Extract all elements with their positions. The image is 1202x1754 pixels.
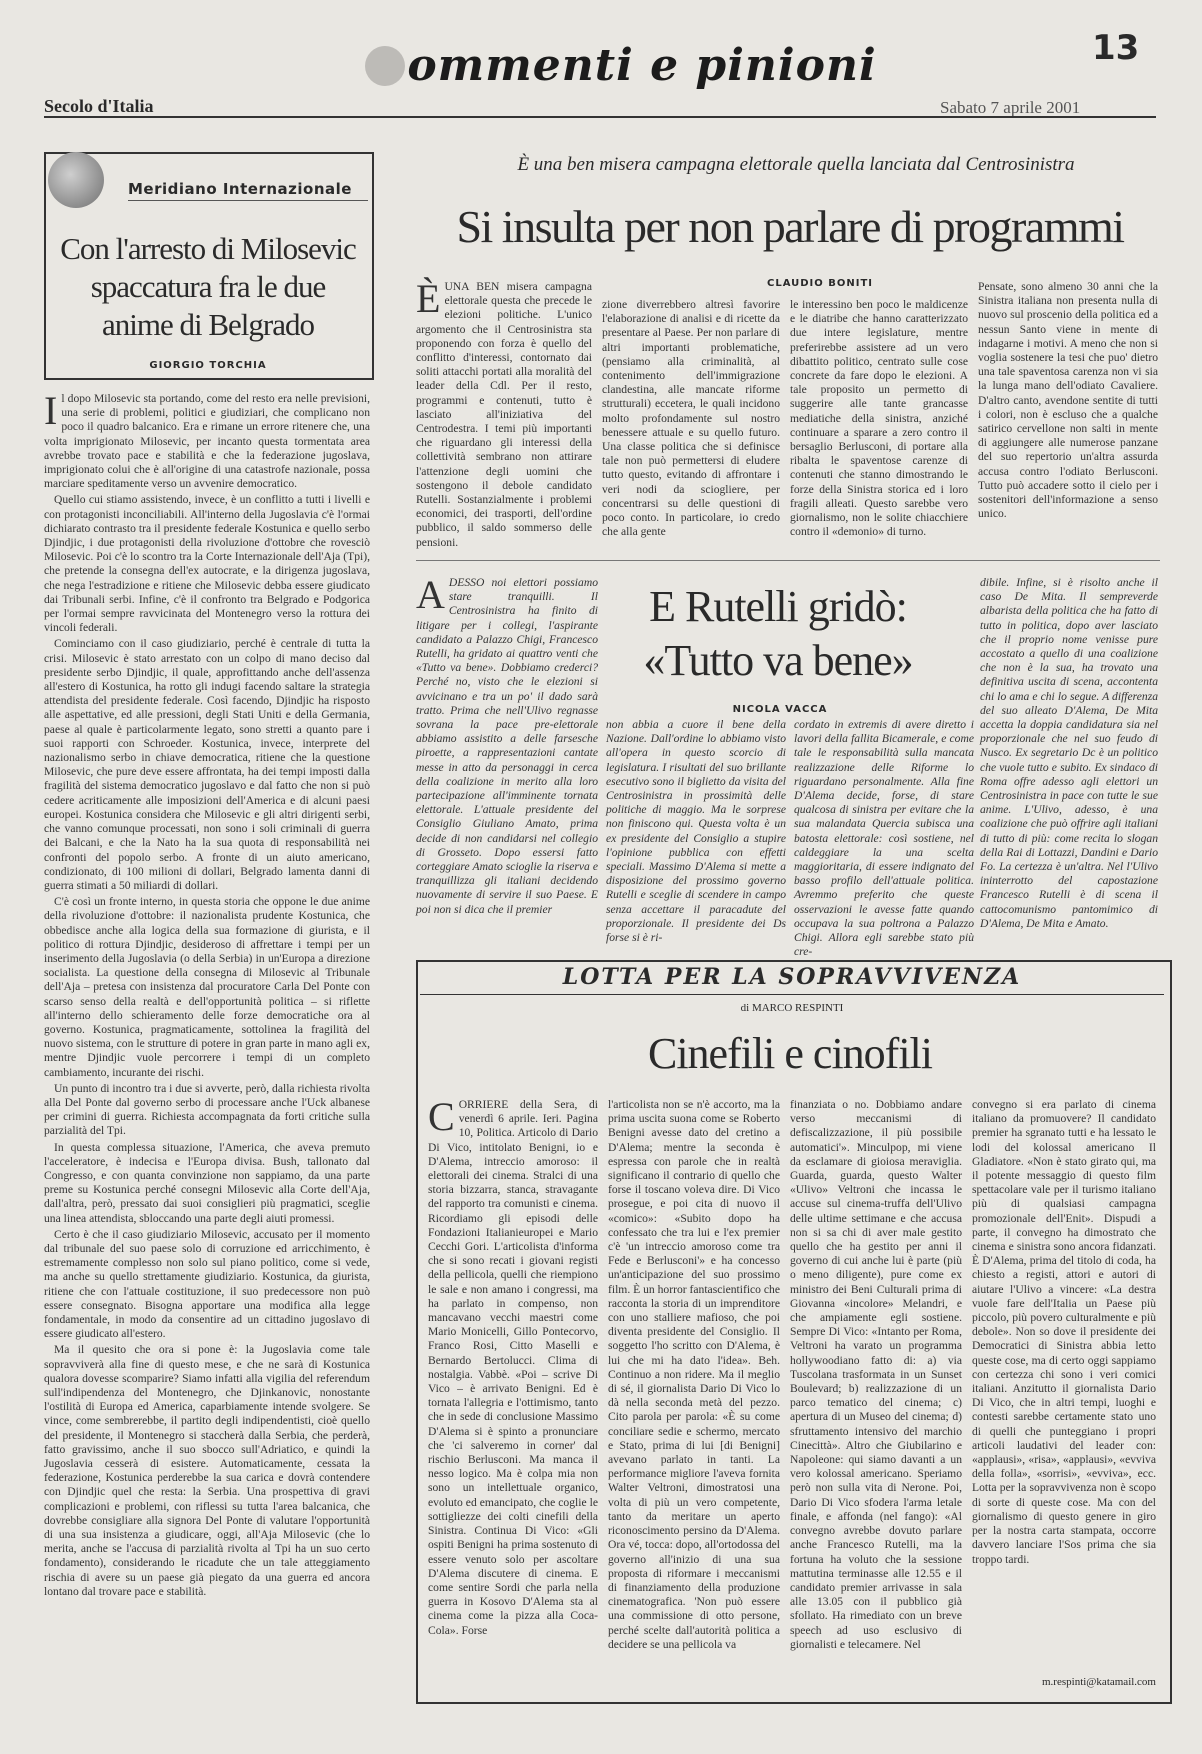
main-article-dropcap: È [416, 276, 441, 321]
main-article-column-4 [978, 280, 1158, 548]
headline-line-2: «Tutto va bene» [643, 636, 913, 685]
rutelli-article-column-3 [794, 718, 974, 959]
box-rubric-rule [420, 994, 1164, 995]
paragraph: finanziata o no. Dobbiamo andare verso meccanismi di defiscalizzazione, il più possibile automatici'». Minculpop, mi viene da esclamare di gioiosa meraviglia. Guarda, guarda, questo Walter «Ulivo» Veltroni che incassa le accuse sul cinema-truffa dell'Ulivo delle ultime settimane e che accusa non si sa chi di aver male gestito quello che ha gestito per anni il governo di cui anche lui è parte (più o meno diligente), pure come ex ministro dei Beni Culturali prima di Giovanna «incolore» Melandri, e che ampiamente egli sostiene. Sempre Di Vico: «Intanto per Roma, Veltroni ha varato un programma hollywoodiano fatto di: a) via Tuscolana trasformata in un Sunset Boulevard; b) realizzazione di un parco tematico del cinema; c) apertura di un Museo del cinema; d) sfruttamento intensivo del marchio Cinecittà». Altro che Giubilarino e Napoleone: qui siamo davanti a un vero kolossal americano. Speriamo però non sulla vita di Nerone. Poi, Dario Di Vico sfodera l'arma letale finale, e affonda (nel fango): «Al convegno avrebbe dovuto parlare anche Francesco Rutelli, ma la fortuna ha voluto che la sessione mattutina terminasse alle 12.55 e il candidato premier arrivasse in sala alle 13.05 con il pubblico già sfollato. Ha rimediato con un breve speech ad uso esclusivo di giornalisti e telecamere. Nel [790, 1098, 962, 1651]
paragraph: cordato in extremis di avere diretto i lavori della fallita Bicamerale, e come tale le responsabilità sulla mancata realizzazione delle Riforme lo riguardano personalmente. Alla fine D'Alema decide, forse, di stare qualcosa di sinistra per evitare che la sua malandata Quercia subisca una batosta elettorale: così sostiene, nel caldeggiare la una scelta maggioritaria, di essere indignato del basso profilo dell'attuale politica. Avremmo preferito che queste osservazioni le avesse fatte quando occupava la sua poltrona a Palazzo Chigi. Allora egli sarebbe stato più cre- [794, 718, 974, 959]
paragraph: UNA BEN misera campagna elettorale questa che precede le elezioni politiche. L'unico argomento che il Centrosinistra sta proponendo con forza è quello del conflitto d'interessi, contornato dai soliti attacchi portati alla moralità del leader della Cdl. Per il resto, programmi e contenuti, tutto è lasciato all'iniziativa del Centrodestra. I temi più importanti che riguardano gli interessi della collettività sembrano non attirare l'attenzione degli uomini che sostengono il debole candidato Rutelli. Sostanzialmente i problemi economici, dei trasporti, dell'ordine pubblico, il saldo sommerso delle pensioni. [416, 280, 592, 549]
globe-icon [48, 152, 104, 208]
paragraph: C'è così un fronte interno, in questa storia che oppone le due anime della rivoluzione d'ottobre: il nazionalista prudente Kostunica, che obbedisce anche alla logica della sua formazione di giurista, e il politico di rottura Djindjic, desideroso di affrettare i tempi per un inserimento della Jugoslavia (o della Serbia) in un'Europa a direzione socialista. La questione della consegna di Milosevic al Tribunale dell'Aja – pretesa con insistenza dal procuratore Carla Del Ponte con scarso senso della realtà e dell'opportunità politica – si riflette all'interno dello schieramento delle forze democratiche ora al governo. Kostunica, pragmaticamente, sottolinea la fragilità del nuovo sistema, con le strutture di potere in gran parte in mano agli ex, mentre Djindjic vuole percorrere i tempi di un completo cambiamento, incurante dei rischi. [44, 895, 370, 1079]
rubric-divider [128, 200, 368, 201]
box-article-column-3 [790, 1098, 962, 1688]
paragraph: In questa complessa situazione, l'America, che aveva premuto l'acceleratore, è indecisa e l'Europa divisa. Bush, tallonato dal Congresso, e con quanta convinzione non sappiamo, da una parte preme su Kostunica perché consegni Milosevic alla Corte dell'Aja, dall'altra, però, pressato dai suoi consiglieri più pragmatici, sceglie una linea attendista, sbloccando una parte degli aiuti promessi. [44, 1140, 370, 1225]
box-article-column-1 [428, 1094, 598, 1688]
headline-line-1: E Rutelli gridò: [649, 582, 907, 631]
paragraph: ORRIERE della Sera, di venerdì 6 aprile. Ieri. Pagina 10, Politica. Articolo di Dario Di Vico, intitolato Benigni, io e D'Alema, intreccio amoroso: il elettorali dei cinema. Stralci di una storia bizzarra, stanca, stravagante del rapporto tra comunisti e cinema. Ricordiamo gli episodi delle Fondazioni Italianieuropei e Mario Cecchi Gori. L'articolista d'informa che si sono recati i giovani registi della pellicola, quelli che riempiono le sale e non amano i congressi, ma ha parlato in compenso, non mancavano vecchi maestri come Mario Monicelli, Gillo Pontecorvo, Franco Rosi, Citto Maselli e Bernardo Bertolucci. Clima di nostalgia. Vabbè. «Poi – scrive Di Vico – è arrivato Benigni. Ed è tornata l'allegria e l'ottimismo, tanto che in sede di conclusione Massimo D'Alema si è spinto a pronunciare che 'ci salveremo in corner' dal rischio Berlusconi. Ma manca il nesso logico. Ma è colpa mia non sono un intellettuale organico, evoluto ed emancipato, che coglie le sottigliezze dei colti cinefili della Sinistra. Continua Di Vico: «Gli ospiti Benigni ha prima sostenuto di essere venuto solo per ascoltare D'Alema discutere di cinema. E come sentire Sordi che parla nella guerra in Kosovo D'Alema sta al cinema come la pizza alla Coca-Cola». Forse [428, 1098, 598, 1637]
paragraph: Cominciamo con il caso giudiziario, perché è centrale di tutta la crisi. Milosevic è stato arrestato con un colpo di mano deciso dal presidente serbo Djindjic, il quale, approfittando anche dell'assenza all'estero di Kostunica, ha rotto gli indugi facendo saltare la strategia attendista del presidente federale. Così facendo, Djindjic ha risposto alle aspettative, ed alle pressioni, degli Stati Uniti e della Germania, paese al quale è particolarmente legato, sono stretti a quanto pare i suoi rapporti con Schroeder. Kostunica, invece, interprete del nazionalismo serbo in chiave democratica, ritiene che la questione Milosevic, che pure deve essere affrontata, ha dei tempi imposti dalla fragilità del sistema democratico jugoslavo e dal fatto che non si può cedere acriticamente alle imposizioni dell'America e di alcuni paesi europei. Kostunica considera che Milosevic e gli altri dirigenti serbi, che vanno comunque processati, non sono i soli criminali di guerra dei Balcani, e che la Nato ha la sua quota di responsabilità nei confronti del popolo serbo. A fronte di un aiuto americano, condizionato, di 100 milioni di dollari, Belgrado lamenta danni di guerra stimati a 50 miliardi di dollari. [44, 637, 370, 892]
main-article-column-3 [790, 298, 968, 548]
paragraph: Certo è che il caso giudiziario Milosevic, accusato per il momento dal tribunale del suo paese solo di corruzione ed arricchimento, è estremamente complesso non solo sul piano politico, come si vede, ma anche su quello strettamente giudiziario. Kostunica, da giurista, ritiene che con l'attuale costituzione, il suo predecessore non può essere consegnato. Bisogna apportare una modifica alla legge fondamentale, in modo da consentire ad un cittadino jugoslavo di essere giudicato all'estero. [44, 1227, 370, 1341]
left-article-rubric: Meridiano Internazionale [128, 180, 352, 198]
paragraph: non abbia a cuore il bene della Nazione. Dall'ordine lo abbiamo visto all'opera in questo scorcio di legislatura. I risultati del suo brillante esecutivo sono il biglietto da visita del Centrosinistra in prossimità delle politiche di maggio. Ma le sorprese non finiscono qui. Questa volta è un ex presidente del Consiglio a stupire l'opinione pubblica con effetti speciali. Massimo D'Alema si mette a disposizione del prossimo governo Rutelli e sceglie di scendere in campo senza accettare il paracadute del proporzionale. Il presidente dei Ds forse si è ri- [606, 718, 786, 945]
paragraph: Quello cui stiamo assistendo, invece, è un conflitto a tutti i livelli e con protagonisti inconciliabili. All'interno della Jugoslavia c'è l'ormai dichiarato contrasto tra il presidente federale Kostunica e quello serbo Djindjic, i due protagonisti della rivoluzione d'ottobre che rovesciò Milosevic. Poi c'è lo scontro tra la Corte Internazionale dell'Aja (Tpi), che pretende la consegna dell'ex autocrate, e la dirigenza jugoslava, che nega l'estradizione e ritiene che Milosevic debba essere giudicato dai Tribunali serbi. Infine, c'è il confronto tra Belgrado e Podgorica per l'ormai sempre ravvicinata del Montenegro verso la rottura dei vincoli federali. [44, 493, 370, 635]
paragraph: DESSO noi elettori possiamo stare tranquilli. Il Centrosinistra ha finito di litigare per i collegi, l'aspirante candidato a Palazzo Chigi, Francesco Rutelli, ha gridato ai quattro venti che «Tutto va bene». Dobbiamo crederci? Perché no, visto che le elezioni si avvicinano e tra un po' il dado sarà tratto. Prima che nell'Ulivo regnasse sovrana la pace pre-elettorale abbiamo assistito a delle farsesche piroette, a rappresentazioni cantate messe in atto da personaggi in cerca della coalizione in merito alla loro partecipazione all'imminente tornata elettorale. L'attuale presidente del Consiglio Giuliano Amato, prima decide di non candidarsi nel collegio di Grosseto. Dopo essersi fatto corteggiare Amato scioglie la riserva e tranquillizza gli italiani decidendo nuovamente di servire il suo Paese. E poi non si dica che il premier [416, 576, 598, 916]
rutelli-article-column-4 [980, 576, 1158, 936]
paragraph: dibile. Infine, si è risolto anche il caso De Mita. Il sempreverde albarista della politica che ha fatto di tutto in politica, dopo aver lasciato che il proprio nome venisse pure accostato a quello di una coalizione che non è la sua, ha trovato una definitiva uscita di scena, accontenta chi lo ama e chi lo segue. A differenza del suo alleato D'Alema, De Mita accetta la doppia candidatura sia nel proporzionale che nel suo feudo di Nusco. Ex segretario Dc è un politico che vuole tutto e subito. Ex sindaco di Roma offre adesso agli elettori un Centrosinistra in pace con tutte le sue anime. L'Ulivo, adesso, è una coalizione che può offrire agli italiani di tutto di più: come recita lo slogan della Rai di Lottazzi, Dandini e Dario Fo. La certezza è un'altra. Nel l'Ulivo ininterrotto del capostazione Francesco Rutelli è di scena il cattocomunismo pantomimico di D'Alema, De Mita e Amato. [980, 576, 1158, 930]
box-article-column-2 [608, 1098, 780, 1688]
section-title-text: ommenti e pinioni [407, 40, 877, 91]
rutelli-article-column-2 [606, 718, 786, 945]
main-article-kicker: È una ben misera campagna elettorale quella lanciata dal Centrosinistra [517, 154, 1075, 175]
paragraph: Pensate, sono almeno 30 anni che la Sinistra italiana non presenta nulla di nuovo sul proscenio della politica ed a nessun Santo viene in mente di indagarne i motivi. A meno che non si voglia sostenere la tesi che puo' dietro una tale spaventosa carenza non vi sia la lunga mano dell'odiato Cavaliere. D'altro canto, avendone sentite di tutti i colori, non è escluso che a qualche satirico cervellone non salti in mente di aggiungere alle numerose panzane del suo repertorio un'altra assurda accusa contro l'odiato Berlusconi. Tutto può accadere sotto il cielo per i sostenitori dell'informazione a senso unico. [978, 280, 1158, 521]
left-article-body [44, 388, 370, 1708]
paper-name: Secolo d'Italia [44, 96, 154, 116]
main-article-column-2 [602, 298, 780, 548]
left-article-dropcap: I [44, 388, 58, 433]
paragraph: l dopo Milosevic sta portando, come del resto era nelle previsioni, una serie di problemi, politici e giudiziari, che complicano non poco il quadro balcanico. Era e rimane un errore ritenere che, una volta imprigionato Milosevic, per incanto questa tormentata area avrebbe trovato pace e stabilità e che la federazione jugoslava, imprigionato colui che è all'origine di una catastrofe nazionale, possa marciare speditamente verso un avvenire democratico. [44, 392, 370, 491]
box-article-headline: Cinefili e cinofili [647, 1029, 933, 1078]
rutelli-article-byline: NICOLA VACCA [732, 704, 828, 715]
issue-date: Sabato 7 aprile 2001 [940, 98, 1081, 117]
paragraph: le interessino ben poco le maldicenze e le diatribe che hanno caratterizzato due intere legislature, mentre preferirebbe assistere ad un vero dibattito politico, centrato sulle cose concrete da fare dopo le elezioni. A tale proposito un permetto di suggerire alle tante grancasse mediatiche della sinistra, anziché continuare a sparare a zero contro il bersaglio Berlusconi, di portare alla ribalta le spaventose carenze di contenuti che stanno dimostrando le forze della Sinistra storica ed i loro fragili alleati. Questo sarebbe vero giornalismo, non le solite chiacchiere contro il «demonio» di turno. [790, 298, 968, 539]
left-article-byline: GIORGIO TORCHIA [149, 360, 267, 371]
main-article-headline: Si insulta per non parlare di programmi [456, 201, 1124, 252]
section-title [360, 40, 880, 91]
section-divider [416, 560, 1160, 561]
rutelli-article-column-1 [416, 572, 598, 936]
rutelli-article-dropcap: A [416, 572, 445, 617]
paragraph: convegno si era parlato di cinema italiano da promuovere? Il candidato premier ha sgranato tutti e ha lessato le lodi del kolossal americano Il Gladiatore. «Non è stato girato qui, ma il potente messaggio di questo film spettacolare vale per il turismo italiano più di qualsiasi campagna promozionale dell'Enit». Dispudi a parte, il convegno ha dimostrato che cinema e sinistra sono ancora fidanzati. È D'Alema, prima del titolo di coda, ha chiesto a registi, attori e autori di aiutare l'Ulivo a vincere: «La destra vuole fare dell'Italia un Paese più piccolo, più povero culturalmente e più debole». Non so dove il presidente dei Democratici di Sinistra abbia letto queste cose, ma di certo oggi sappiamo con certezza chi sono i veri comici italiani. Anzitutto il giornalista Dario Di Vico, che in altri tempi, luoghi e contesti sarebbe certamente stato uno di quelli che punteggiano i propri articoli laudativi del leader con: «applausi», «risa», «applausi», «evviva della folla», «sorrisi», «evviva», ecc. Lotta per la sopravvivenza non è scopo di sorte di queste cose. Ma con del giornalismo di questo genere in giro per la nostra carta stampata, occorre davvero lanciare l'Sos prima che sia troppo tardi. [972, 1098, 1156, 1566]
paragraph: Ma il quesito che ora si pone è: la Jugoslavia come tale sopravviverà alla fine di questo mese, e che ne sarà di Kostunica qualora dovesse scomparire? Siamo infatti alla vigilia del referendum sull'indipendenza del Montenegro, che Djinkanovic, nonostante l'ostilità di Europa ed America, caparbiamente intende svolgere. Se vince, come sembrerebbe, il partito degli indipendentisti, cioè quello del presidente, il Montenegro si staccherà dalla Serbia, che perderà, fatto gravissimo, anche il suo sbocco sull'Adriatico, e quindi la Jugoslavia cesserà di esistere. Automaticamente, cessata la federazione, Kostunica perderebbe la sua carica e dovrà contendere con Djindjic quel che resta: la Serbia. Una prospettiva di gravi complicazioni e problemi, con riflessi su tutta l'area balcanica, che dovrebbe consigliare alla signora Del Ponte di valutare l'opportunità di una sua insistenza a giudicare, oggi, all'Aja Milosevic (che lo merita, anche se l'accusa di parzialità rivolta al Tpi ha un suo certo fondamento), considerando le ricadute che un tale atteggiamento rischia di avere su un paese già piegato da una guerra ed ancora lontano dal trovare pace e stabilità. [44, 1343, 370, 1598]
rutelli-article-headline [598, 580, 958, 688]
c-initial-badge [365, 46, 405, 86]
paragraph: zione diverrebbero altresì favorire l'elaborazione di analisi e di ricette da presentare al Paese. Per non parlare di altri importanti problematiche, (pensiamo alla criminalità, al contenimento dell'immigrazione clandestina, alle mancate riforme strutturali) eccetera, le quali incidono molto profondamente sul nostro benessere attuale e su quello futuro. Una classe politica che si definisce tale non può permettersi di eludere tutto questo, evitando di affrontare i veri nodi da sciogliere, per concentrarsi su delle questioni di poco conto. In particolare, io credo che alla gente [602, 298, 780, 539]
masthead-rule [44, 116, 1156, 118]
paragraph: Un punto di incontro tra i due si avverte, però, dalla richiesta rivolta alla Del Ponte dal governo serbo di processare anche l'Uck albanese per crimini di guerra. Richiesta accompagnata da forti critiche sulla parzialità del Tpi. [44, 1081, 370, 1138]
page-number: 13 [1092, 28, 1140, 68]
paragraph: l'articolista non se n'è accorto, ma la prima uscita suona come se Roberto Benigni avesse dato del cretino a D'Alema; mentre la seconda è espressa con parole che in realtà significano il contrario di quello che forse il toscano voleva dire. Di Vico prosegue, e poi cita di nuovo il «comico»: «Subito dopo ha confessato che tra lui e l'ex premier c'è 'un intreccio amoroso come tra Fede e Berlusconi'» e ha concesso un'anticipazione del suo prossimo film. È un horror fantascientifico che racconta la storia di un imprenditore con uno stalliere mafioso, che poi diventa presidente del Consiglio. Il soggetto l'ho scritto con D'Alema, è lui che mi ha dato l'idea». Beh. Continuo a non ridere. Ma il meglio di sé, il giornalista Dario Di Vico lo dà nella seconda metà del pezzo. Cito parola per parola: «È su come conciliare sedie e schermo, mercato e Stato, prima di lui [di Benigni] avevano parlato in tanti. La performance migliore l'aveva fornita Walter Veltroni, dimostratosi una volta di più un vero competente, tanto da meritare un aperto riconoscimento persino da D'Alema. Ora vé, tocca: dopo, all'ortodossa del governo all'inizio di una sua proposta di riformare i meccanismi di finanziamento della produzione cinematografica. 'Non può essere una commissione di otto persone, perché scelte dall'autorità politica a decidere se una pellicola va [608, 1098, 780, 1651]
box-article-byline: di MARCO RESPINTI [740, 1002, 844, 1014]
box-article-rubric: LOTTA PER LA SOPRAVVIVENZA [562, 964, 1022, 990]
main-article-byline: CLAUDIO BONITI [766, 278, 874, 289]
box-article-column-4 [972, 1098, 1156, 1672]
main-article-column-1 [416, 276, 592, 549]
box-article-signature: m.respinti@katamail.com [1042, 1676, 1156, 1688]
box-article-dropcap: C [428, 1094, 455, 1139]
left-article-headline: Con l'arresto di Milosevic spaccatura fra le due anime di Belgrado [60, 231, 356, 342]
